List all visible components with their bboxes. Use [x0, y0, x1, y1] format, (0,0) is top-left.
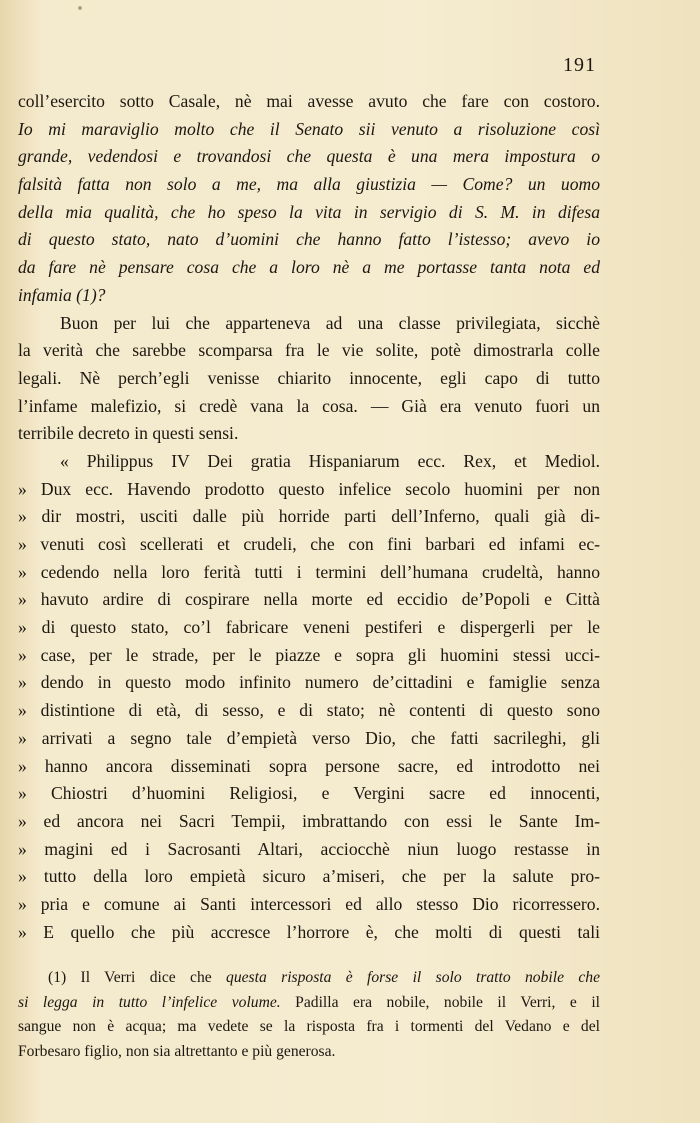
text-line: » hanno ancora disseminati sopra persone sacre, ed introdotto nei [18, 755, 600, 776]
text-line: » havuto ardire di cospirare nella morte ed eccidio de’Popoli e Città [18, 589, 600, 610]
text-line: » case, per le strade, per le piazze e sopra gli huomini stessi ucci- [18, 644, 600, 665]
text-line: Io mi maraviglio molto che il Senato sii venuto a risoluzione così [18, 118, 600, 139]
text-line: da fare nè pensare cosa che a loro nè a me portasse tanta nota ed [18, 257, 600, 278]
text-line: di questo stato, nato d’uomini che hanno fatto l’istesso; avevo io [18, 229, 600, 250]
text-line: la verità che sarebbe scomparsa fra le vie solite, potè dimostrarla colle [18, 340, 600, 361]
text-line: Buon per lui che apparteneva ad una classe privilegiata, sicchè [60, 312, 600, 333]
footnote-line: si legga in tutto l’infelice volume. Padilla era nobile, nobile il Verri, e il [18, 993, 600, 1011]
text-line: coll’esercito sotto Casale, nè mai avesse avuto che fare con costoro. [18, 91, 600, 111]
text-line: » tutto della loro empietà sicuro a’miseri, che per la salute pro- [18, 866, 600, 887]
text-line: » ed ancora nei Sacri Tempii, imbrattando con essi le Sante Im- [18, 810, 600, 831]
text-line: grande, vedendosi e trovandosi che questa è una mera impostura o [18, 146, 600, 167]
text-line: » venuti così scellerati et crudeli, che con fini barbari ed infami ec- [18, 534, 600, 554]
text-line: » pria e comune ai Santi intercessori ed allo stesso Dio ricorressero. [18, 893, 600, 914]
text-line: » magini ed i Sacrosanti Altari, acciocchè niun luogo restasse in [18, 838, 600, 859]
text-line: l’infame malefizio, si credè vana la cosa. — Già era venuto fuori un [18, 395, 600, 416]
footnote [18, 966, 600, 1064]
text-line: » distintione di età, di sesso, e di stato; nè contenti di questo sono [18, 700, 600, 721]
footnote-line: sangue non è acqua; ma vedete se la risposta fra i tormenti del Vedano e del [18, 1018, 600, 1035]
footnote-line: Forbesaro figlio, non sia altrettanto e più generosa. [18, 1042, 336, 1060]
text-line: terribile decreto in questi sensi. [18, 423, 239, 444]
footnote-line: (1) Il Verri dice che questa risposta è forse il solo tratto nobile che [48, 969, 600, 986]
text-line: « Philippus IV Dei gratia Hispaniarum ecc. Rex, et Mediol. [60, 450, 600, 471]
text-line: » arrivati a segno tale d’empietà verso Dio, che fatti sacrileghi, gli [18, 727, 600, 748]
text-line: » E quello che più accresce l’horrore è, che molti di questi tali [18, 921, 600, 942]
text-line: falsità fatta non solo a me, ma alla giustizia — Come? un uomo [18, 174, 600, 195]
text-line: legali. Nè perch’egli venisse chiarito innocente, egli capo di tutto [18, 367, 600, 388]
paper-spot [78, 6, 82, 10]
text-line: » di questo stato, co’l fabricare veneni pestiferi e dispergerli per le [18, 617, 600, 638]
text-line: della mia qualità, che ho speso la vita in servigio di S. M. in difesa [18, 201, 600, 222]
page-number: 191 [563, 54, 596, 76]
main-text [18, 88, 600, 946]
text-line: infamia (1)? [18, 284, 106, 305]
text-line: » cedendo nella loro ferità tutti i termini dell’humana crudeltà, hanno [18, 561, 600, 582]
text-line: » Chiostri d’huomini Religiosi, e Vergini sacre ed innocenti, [18, 783, 600, 804]
text-line: » Dux ecc. Havendo prodotto questo infelice secolo huomini per non [18, 478, 600, 499]
text-line: » dir mostri, usciti dalle più horride parti dell’Inferno, quali già di- [18, 506, 600, 527]
text-line: » dendo in questo modo infinito numero de’cittadini e famiglie senza [18, 672, 600, 693]
